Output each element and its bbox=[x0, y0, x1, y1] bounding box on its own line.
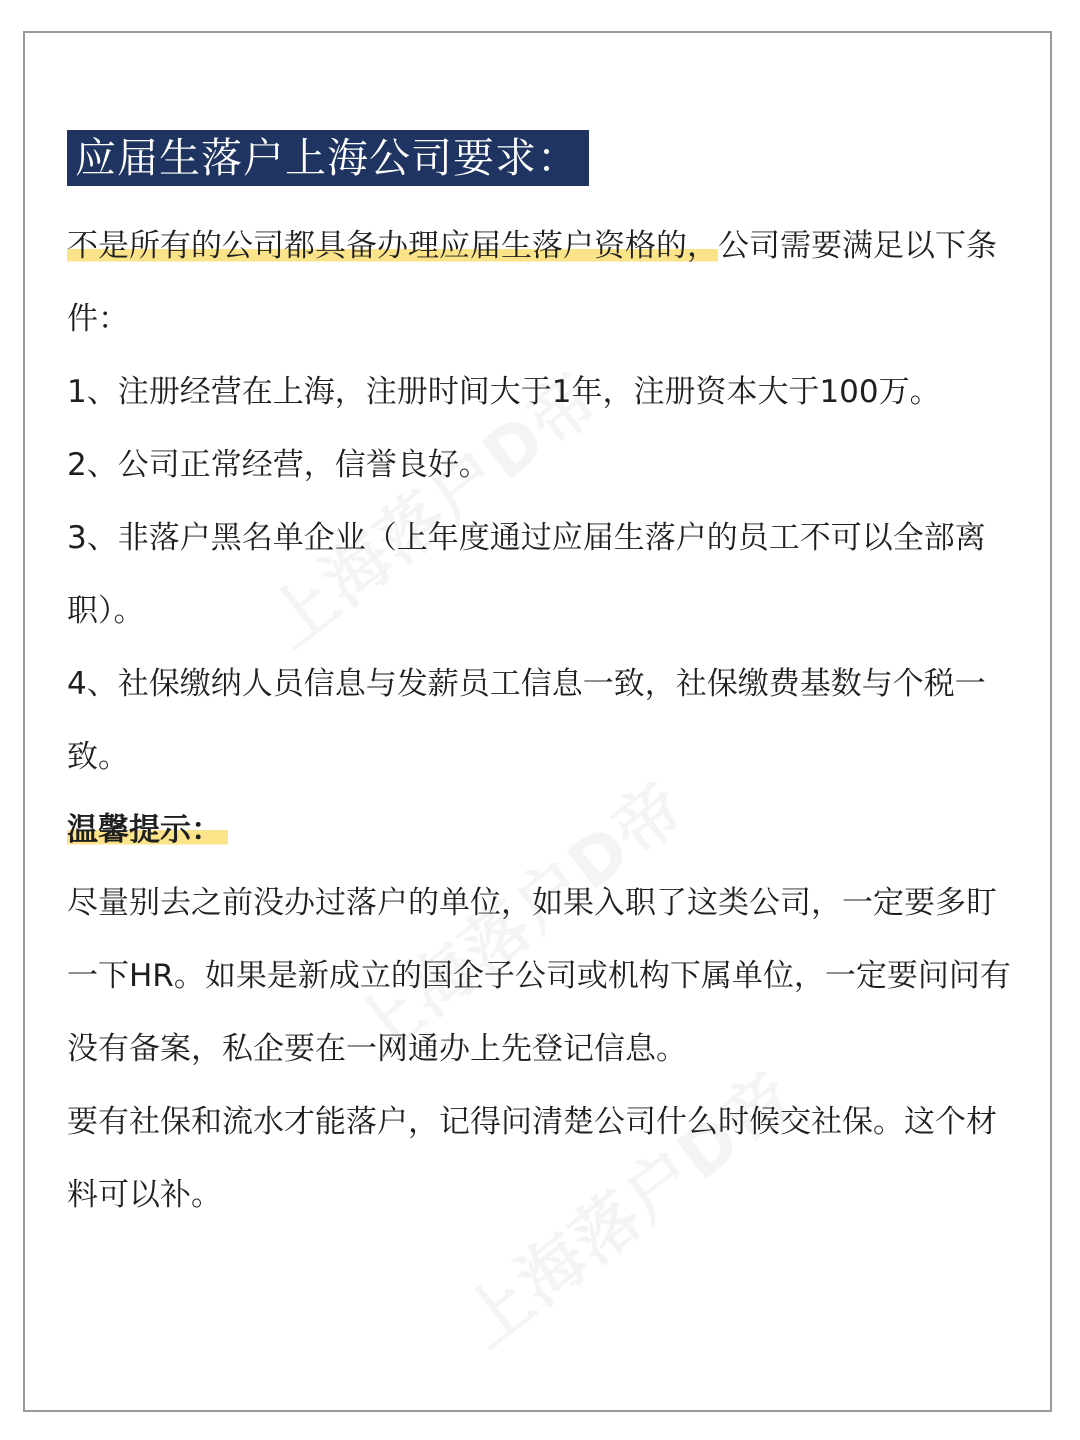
article-body bbox=[67, 210, 1017, 1232]
tips-heading-label: 温馨提示： bbox=[67, 812, 228, 848]
page-title: 应届生落户上海公司要求： bbox=[67, 130, 589, 186]
requirement-item: 3、非落户黑名单企业（上年度通过应届生落户的员工不可以全部离职）。 bbox=[67, 520, 986, 629]
requirement-item: 4、社保缴纳人员信息与发薪员工信息一致，社保缴费基数与个税一致。 bbox=[67, 666, 986, 775]
intro-paragraph bbox=[67, 210, 1017, 356]
tips-heading bbox=[67, 794, 1017, 867]
requirement-item: 1、注册经营在上海，注册时间大于1年，注册资本大于100万。 bbox=[67, 374, 941, 410]
intro-highlight: 不是所有的公司都具备办理应届生落户资格的， bbox=[67, 228, 718, 264]
tips-paragraph: 尽量别去之前没办过落户的单位，如果入职了这类公司，一定要多盯一下HR。如果是新成立的国企子公司或机构下属单位，一定要问问有没有备案，私企要在一网通办上先登记信息。 bbox=[67, 885, 1011, 1067]
tips-paragraph: 要有社保和流水才能落户，记得问清楚公司什么时候交社保。这个材料可以补。 bbox=[67, 1104, 997, 1213]
intro-rest: 公司需要满足以下条件： bbox=[67, 228, 997, 337]
requirement-item: 2、公司正常经营，信誉良好。 bbox=[67, 447, 490, 483]
